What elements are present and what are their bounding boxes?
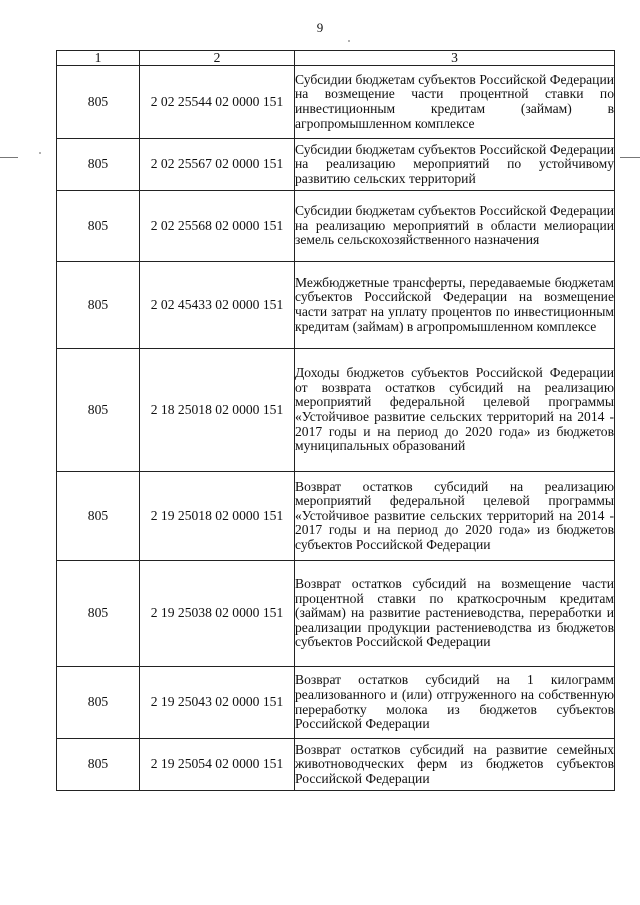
scan-dot — [39, 152, 41, 154]
table-row — [57, 262, 615, 349]
budget-classification-code: 2 02 25544 02 0000 151 — [140, 66, 295, 139]
budget-classification-code: 2 19 25054 02 0000 151 — [140, 739, 295, 791]
admin-code: 805 — [57, 667, 140, 739]
scan-dot — [348, 40, 350, 42]
revenue-description: Возврат остатков субсидий на 1 килограмм реализованного и (или) отгруженного на собственную переработку молока из бюджетов субъектов Российской Федерации — [295, 667, 615, 739]
page-number: 9 — [316, 20, 324, 35]
admin-code: 805 — [57, 262, 140, 349]
header-row — [57, 51, 615, 66]
table-row — [57, 66, 615, 139]
revenue-description: Возврат остатков субсидий на развитие семейных животноводческих ферм из бюджетов субъектов Российской Федерации — [295, 739, 615, 791]
table-row — [57, 667, 615, 739]
table-row — [57, 561, 615, 667]
header-col-1: 1 — [57, 51, 140, 66]
admin-code: 805 — [57, 561, 140, 667]
revenue-description: Межбюджетные трансферты, передаваемые бюджетам субъектов Российской Федерации на возмещение части затрат на уплату процентов по инвестиционным кредитам (займам) в агропромышленном комплексе — [295, 262, 615, 349]
revenue-description: Субсидии бюджетам субъектов Российской Федерации на реализацию мероприятий по устойчивому развитию сельских территорий — [295, 139, 615, 191]
header-col-2: 2 — [140, 51, 295, 66]
budget-classification-code: 2 02 25567 02 0000 151 — [140, 139, 295, 191]
header-col-3: 3 — [295, 51, 615, 66]
budget-classification-code: 2 02 25568 02 0000 151 — [140, 191, 295, 262]
table-row — [57, 191, 615, 262]
table-row — [57, 139, 615, 191]
revenue-description: Субсидии бюджетам субъектов Российской Федерации на реализацию мероприятий в области мелиорации земель сельскохозяйственного назначения — [295, 191, 615, 262]
revenue-description: Доходы бюджетов субъектов Российской Федерации от возврата остатков субсидий на реализацию мероприятий федеральной целевой программы «Устойчивое развитие сельских территорий на 2014 - 2017 годы и на период до 2020 года» из бюджетов муниципальных образований — [295, 349, 615, 472]
table-row — [57, 472, 615, 561]
admin-code: 805 — [57, 472, 140, 561]
admin-code: 805 — [57, 139, 140, 191]
revenue-description: Субсидии бюджетам субъектов Российской Федерации на возмещение части процентной ставки по инвестиционным кредитам (займам) в агропромышленном комплексе — [295, 66, 615, 139]
budget-codes-table — [56, 50, 615, 791]
admin-code: 805 — [57, 739, 140, 791]
table-row — [57, 349, 615, 472]
budget-classification-code: 2 02 45433 02 0000 151 — [140, 262, 295, 349]
left-edge-mark — [0, 157, 18, 158]
budget-classification-code: 2 19 25018 02 0000 151 — [140, 472, 295, 561]
budget-classification-code: 2 19 25043 02 0000 151 — [140, 667, 295, 739]
admin-code: 805 — [57, 191, 140, 262]
revenue-description: Возврат остатков субсидий на возмещение части процентной ставки по краткосрочным кредитам (займам) на развитие растениеводства, переработки и реализации продукции растениеводства из бюджетов субъектов Российской Федерации — [295, 561, 615, 667]
budget-classification-code: 2 18 25018 02 0000 151 — [140, 349, 295, 472]
right-edge-mark — [620, 157, 640, 158]
admin-code: 805 — [57, 349, 140, 472]
revenue-description: Возврат остатков субсидий на реализацию мероприятий федеральной целевой программы «Устойчивое развитие сельских территорий на 2014 - 2017 годы и на период до 2020 года» из бюджетов субъектов Российской Федерации — [295, 472, 615, 561]
admin-code: 805 — [57, 66, 140, 139]
table-row — [57, 739, 615, 791]
budget-classification-code: 2 19 25038 02 0000 151 — [140, 561, 295, 667]
